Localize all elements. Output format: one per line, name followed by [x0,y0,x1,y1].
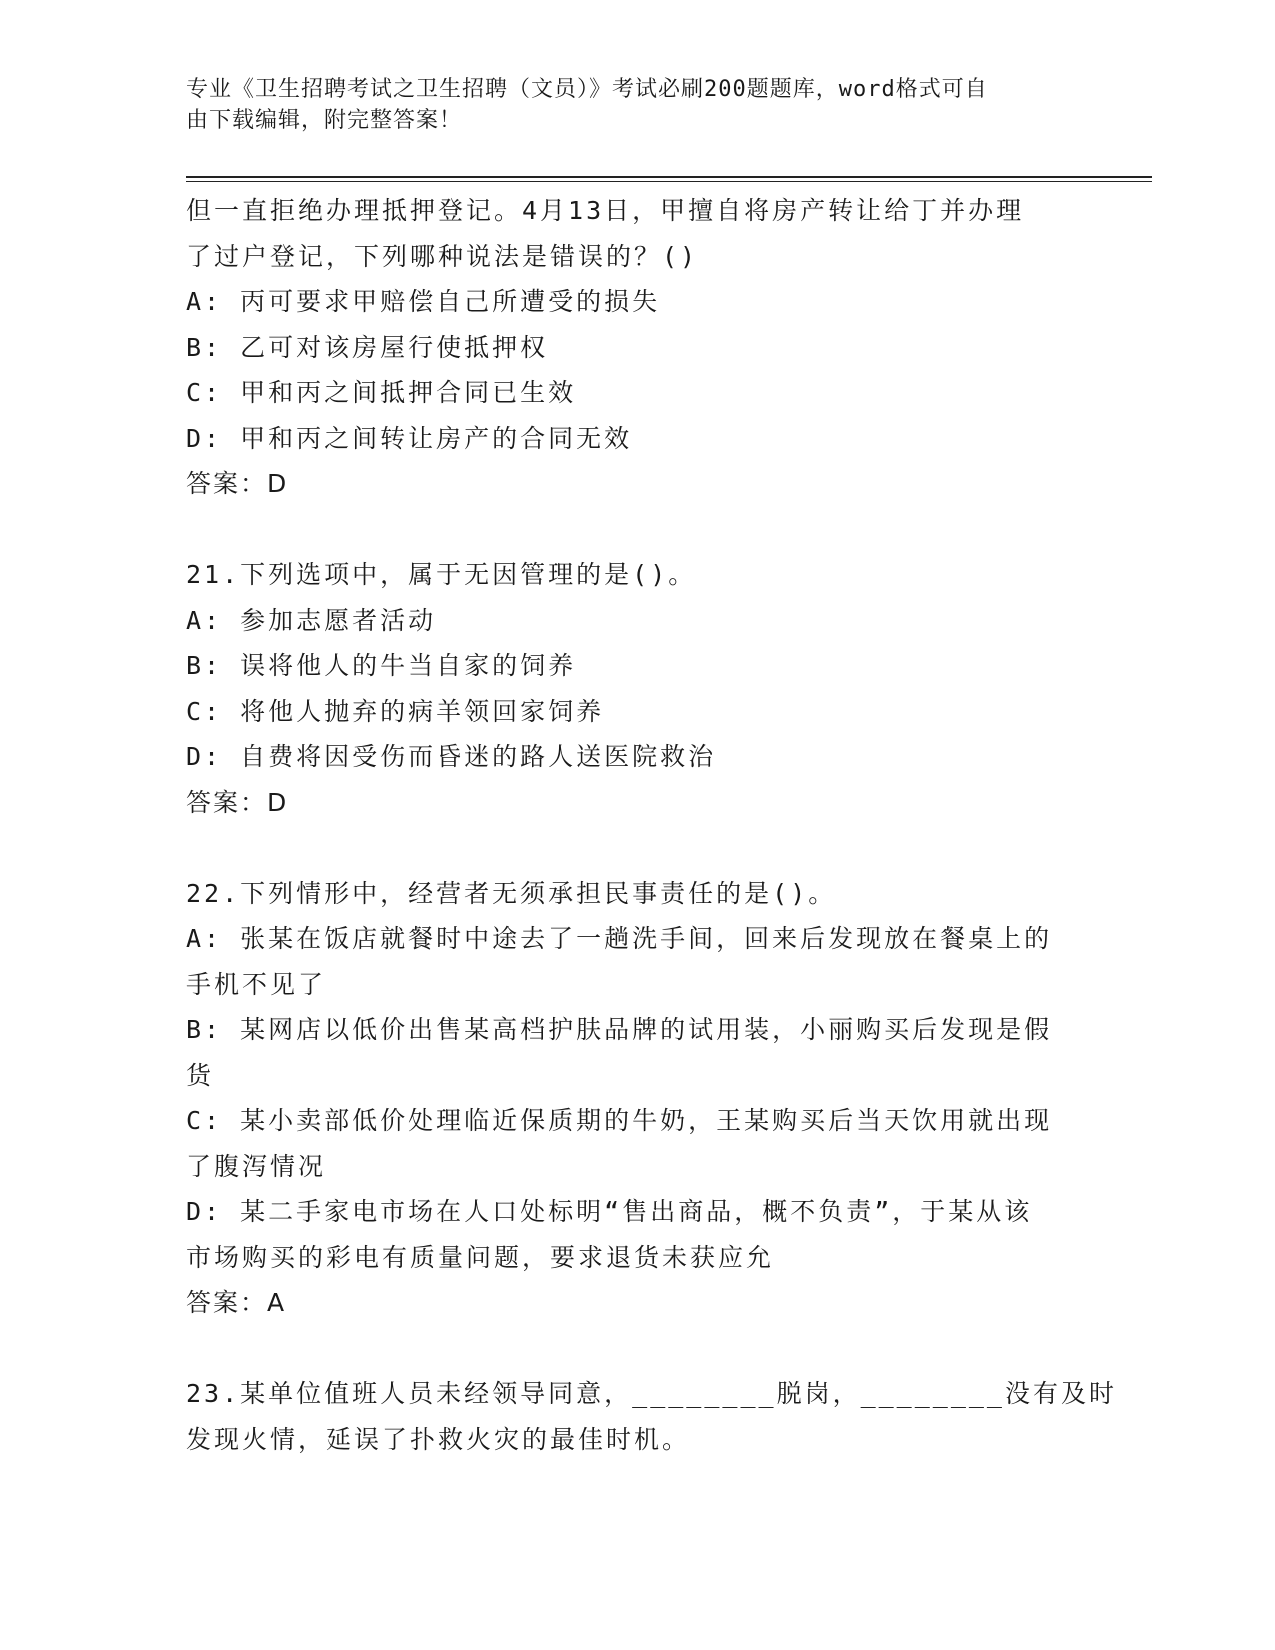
option-b: B: 乙可对该房屋行使抵押权 [186,332,549,362]
question-stem: 21.下列选项中，属于无因管理的是()。 [186,560,697,589]
header-divider-thick [186,176,1152,178]
question-22 [186,871,1086,1326]
answer-label: 答案：D [186,469,289,498]
option-a: A: 张某在饭店就餐时中途去了一趟洗手间，回来后发现放在餐桌上的 [186,924,1053,953]
header-line-2: 由下载编辑，附完整答案！ [186,108,463,133]
option-a: A: 参加志愿者活动 [186,605,437,635]
question-stem: 23.某单位值班人员未经领导同意，________脱岗，________没有及时 [186,1379,1117,1408]
question-stem-continued: 但一直拒绝办理抵押登记。4月13日，甲擅自将房产转让给丁并办理 [186,196,1025,225]
spacer [186,1326,1086,1372]
header-line-1: 专业《卫生招聘考试之卫生招聘（文员）》考试必刷200题题库，word格式可自 [186,77,988,102]
option-b: B: 某网店以低价出售某高档护肤品牌的试用装，小丽购买后发现是假 [186,1015,1053,1044]
option-c: C: 将他人抛弃的病羊领回家饲养 [186,696,605,726]
option-d: D: 某二手家电市场在人口处标明“售出商品，概不负责”，于某从该 [186,1197,1033,1226]
page-header [186,74,1086,136]
header-divider-thin [186,181,1152,182]
question-stem-continued: 发现火情，延误了扑救火灾的最佳时机。 [186,1424,691,1454]
question-20 [186,188,1086,507]
answer-label: 答案：D [186,787,289,817]
option-a: A: 丙可要求甲赔偿自己所遭受的损失 [186,287,661,316]
option-c: C: 甲和丙之间抵押合同已生效 [186,378,577,407]
question-list [186,188,1117,1462]
option-a-continued: 手机不见了 [186,969,327,999]
answer-label: 答案：A [186,1288,287,1317]
question-stem-continued: 了过户登记，下列哪种说法是错误的？() [186,241,699,271]
question-23 [186,1371,1117,1462]
option-b-continued: 货 [186,1060,215,1090]
option-d: D: 甲和丙之间转让房产的合同无效 [186,423,633,453]
option-d-continued: 市场购买的彩电有质量问题，要求退货未获应允 [186,1242,775,1272]
question-21 [186,552,1086,825]
option-c: C: 某小卖部低价处理临近保质期的牛奶，王某购买后当天饮用就出现 [186,1106,1053,1135]
spacer [186,507,1086,553]
option-b: B: 误将他人的牛当自家的饲养 [186,651,577,680]
spacer [186,825,1086,871]
option-d: D: 自费将因受伤而昏迷的路人送医院救治 [186,742,717,771]
option-c-continued: 了腹泻情况 [186,1151,327,1181]
question-stem: 22.下列情形中，经营者无须承担民事责任的是()。 [186,878,837,908]
